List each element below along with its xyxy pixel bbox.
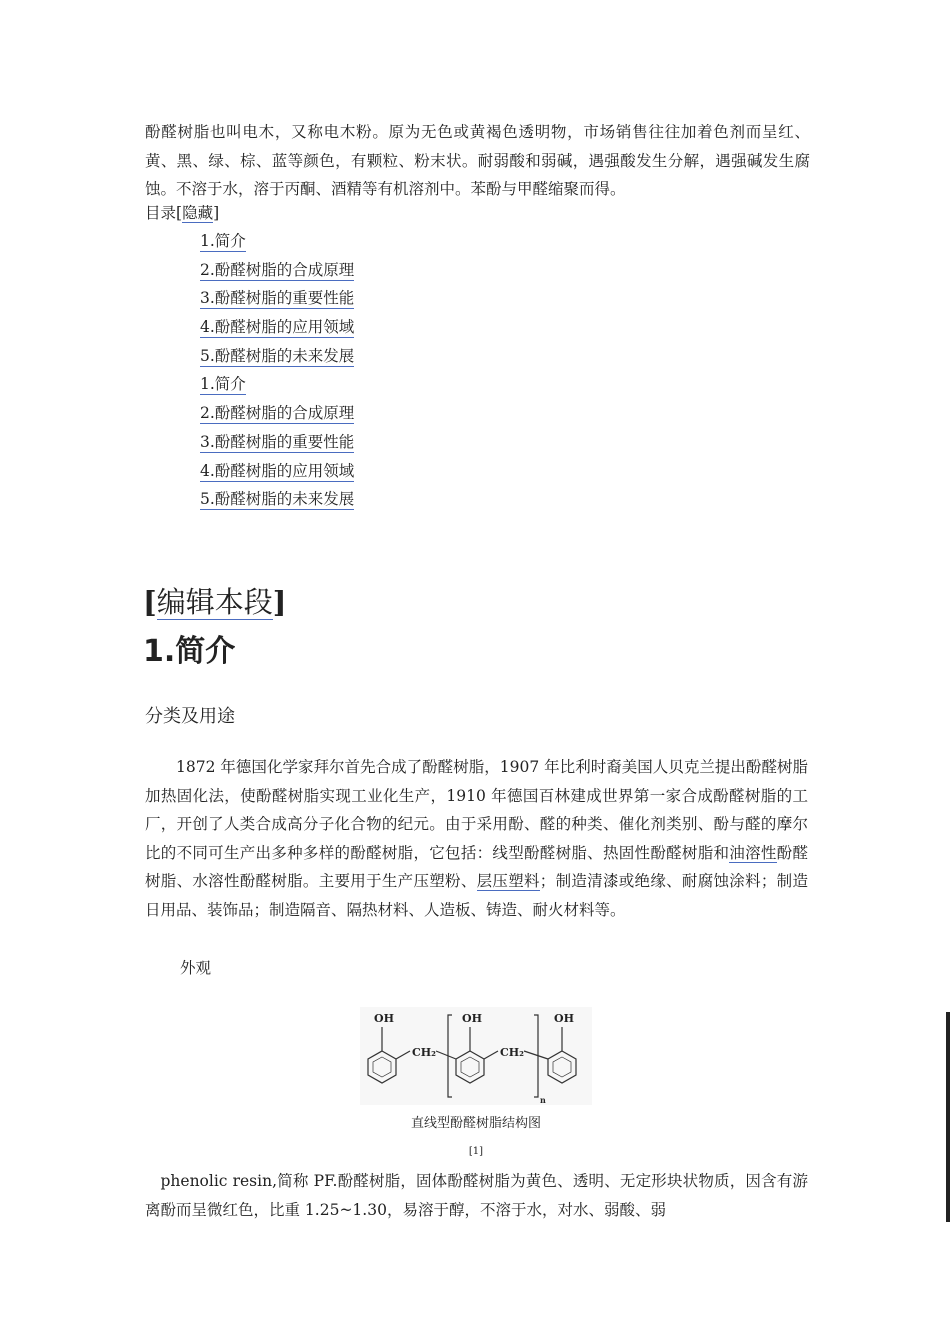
toc-item: [200, 370, 354, 399]
section-number: 1.: [143, 634, 176, 669]
toc-item: [200, 457, 354, 486]
toc-link-intro-2[interactable]: 1.简介: [200, 375, 246, 394]
page-edge-mark: [946, 1012, 950, 1222]
oh-label: OH: [374, 1012, 394, 1025]
toc-item: [200, 428, 354, 457]
toc-link-applications-2[interactable]: 4.酚醛树脂的应用领域: [200, 461, 355, 480]
oh-label: OH: [462, 1012, 482, 1025]
ch2-label: CH₂: [412, 1046, 436, 1059]
appearance-label: 外观: [180, 959, 212, 977]
toc-link-future-2[interactable]: 5.酚醛树脂的未来发展: [200, 490, 355, 509]
toc-item: [200, 342, 354, 371]
toc-link-properties[interactable]: 3.酚醛树脂的重要性能: [200, 289, 355, 308]
paragraph-text: ；制造清漆或绝缘、耐腐蚀涂料；制造日用品、装饰品；制造隔音、隔热材料、人造板、铸造、耐火材料等。: [145, 872, 808, 919]
body-paragraph-2: phenolic resin,简称 PF.酚醛树脂，固体酚醛树脂为黄色、透明、无定形块状物质，因含有游离酚而呈微红色，比重 1.25~1.30，易溶于醇，不溶于水，对水、弱酸、弱: [145, 1172, 808, 1219]
toc-link-future[interactable]: 5.酚醛树脂的未来发展: [200, 346, 355, 365]
body-paragraph: [145, 753, 808, 924]
section-title-text: 简介: [175, 634, 236, 669]
toc-item: [200, 485, 354, 514]
toc-item: [200, 256, 354, 285]
toc-header: [145, 200, 219, 226]
subheading: 分类及用途: [145, 706, 235, 727]
toc-link-intro[interactable]: 1.简介: [200, 232, 246, 250]
edit-section-link[interactable]: [143, 580, 286, 624]
toc-hide-link[interactable]: 隐藏: [182, 204, 214, 222]
subscript-n: n: [540, 1095, 546, 1105]
toc-link-applications[interactable]: 4.酚醛树脂的应用领域: [200, 318, 355, 337]
oh-label: OH: [554, 1012, 574, 1025]
paragraph-text: 酚醛树脂、水溶性酚醛树脂。主要用于生产压塑粉、: [145, 843, 808, 890]
toc-label: 目录: [145, 204, 177, 222]
figure-reference[interactable]: [1]: [468, 1146, 484, 1157]
figure-caption: 直线型酚醛树脂结构图: [410, 1116, 541, 1131]
toc-item: [200, 313, 354, 342]
structure-figure: [360, 1007, 592, 1105]
toc-link-properties-2[interactable]: 3.酚醛树脂的重要性能: [200, 432, 355, 451]
edit-bracket-open: [: [143, 585, 157, 619]
paragraph-text: 1872 年德国化学家拜尔首先合成了酚醛树脂，1907 年比利时裔美国人贝克兰提出酚醛树脂加热固化法，使酚醛树脂实现工业化生产，1910 年德国百林建成世界第一家合成酚醛树脂的工厂，开创了人类合成高分子化合物的纪元。由于采用酚、醛的种类、催化剂类别、酚与醛的摩尔比的不同可生产出多种多样的酚醛树脂，它包括：线型酚醛树脂、热固性酚醛树脂和: [145, 758, 808, 862]
toc-link-synthesis-2[interactable]: 2.酚醛树脂的合成原理: [200, 404, 355, 423]
edit-bracket-close: ]: [272, 585, 287, 619]
toc-link-synthesis[interactable]: 2.酚醛树脂的合成原理: [200, 260, 355, 279]
oil-soluble-link[interactable]: 油溶性: [729, 843, 777, 862]
toc-list: [200, 227, 354, 514]
edit-section-label: 编辑本段: [156, 585, 273, 619]
toc-item: [200, 284, 354, 313]
toc-bracket-open: [: [176, 204, 183, 222]
intro-paragraph: 酚醛树脂也叫电木，又称电木粉。原为无色或黄褐色透明物，市场销售往往加着色剂而呈红、黄、黑、绿、棕、蓝等颜色，有颗粒、粉末状。耐弱酸和弱碱，遇强酸发生分解，遇强碱发生腐蚀。不溶于水，溶于丙酮、酒精等有机溶剂中。苯酚与甲醛缩聚而得。: [145, 123, 810, 198]
laminated-plastic-link[interactable]: 层压塑料: [476, 872, 540, 890]
ch2-label: CH₂: [500, 1046, 524, 1059]
toc-item: [200, 227, 354, 256]
toc-item: [200, 399, 354, 428]
section-title: [143, 630, 235, 674]
toc-bracket-close: ]: [213, 204, 220, 222]
